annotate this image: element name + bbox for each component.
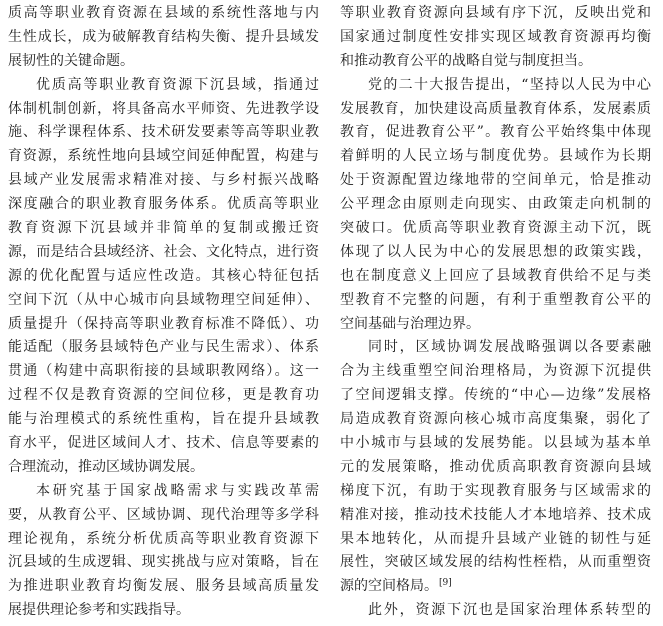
text-line: 教育，促进教育公平”。教育公平始终集中体现: [340, 124, 651, 141]
text-line: 理论视角，系统分析优质高等职业教育资源下: [8, 530, 319, 547]
text-line: 空间基础与治理边界。: [340, 315, 480, 332]
text-line: 教育资源下沉县域并非简单的复制或搬迁资: [8, 220, 319, 237]
text-line: 精准对接，推动技术技能人才本地培养、技术成: [340, 506, 651, 523]
text-line: 发展教育，加快建设高质量教育体系，发展素质: [340, 100, 651, 117]
text-line: 展性，突破区域发展的结构性桎梏，从而重塑资: [340, 554, 651, 571]
paragraph: [8, 2, 319, 74]
paragraph: [8, 480, 319, 623]
text-line: 党的二十大报告提出，“坚持以人民为中心: [368, 76, 651, 93]
text-line: 国家通过制度性安排实现区域教育资源再均衡: [340, 28, 651, 45]
paragraph: [340, 74, 651, 337]
text-line: 质高等职业教育资源在县域的系统性落地与内: [8, 5, 319, 21]
text-line: 县域产业发展需求精准对接、与乡村振兴战略: [8, 172, 319, 189]
text-line: 源的优化配置与适应性改造。其核心特征包括: [8, 267, 319, 284]
text-line: 育水平，促进区域间人才、技术、信息等要素的: [8, 435, 319, 452]
paragraph: [340, 336, 651, 599]
text-line: 过程不仅是教育资源的空间位移，更是教育功: [8, 387, 319, 404]
text-line: 合为主线重塑空间治理格局，为资源下沉提供: [340, 363, 651, 380]
text-line: 此外，资源下沉也是国家治理体系转型的: [368, 602, 651, 619]
text-line: [340, 575, 651, 599]
text-line: 梯度下沉，有助于实现教育服务与区域需求的: [340, 482, 651, 499]
text-line: 体现了以人民为中心的发展思想的政策实践，: [340, 243, 651, 260]
text-line: 优质高等职业教育资源下沉县域，指通过: [36, 76, 319, 93]
text-line: 育资源，系统性地向县域空间延伸配置，构建与: [8, 148, 319, 165]
left-column: [8, 2, 319, 623]
text-line: 质量提升（保持高等职业教育标准不降低）、功: [8, 315, 319, 332]
text-line: 同时，区域协调发展战略强调以各要素融: [368, 339, 651, 356]
paragraph: [340, 599, 651, 623]
text-line: 展提供理论参考和实践指导。: [8, 602, 190, 619]
text-line-content: 源的空间格局。: [340, 578, 438, 595]
text-line: 局造成教育资源向核心城市高度集聚，弱化了: [340, 411, 651, 428]
text-line: 要，从教育公平、区域协调、现代治理等多学科: [8, 506, 319, 523]
text-line: 能适配（服务县域特色产业与民生需求）、体系: [8, 339, 319, 356]
text-line: 果本地转化，从而提升县域产业链的韧性与延: [340, 530, 651, 547]
right-column: [340, 2, 651, 623]
text-line: 中小城市与县域的发展势能。以县域为基本单: [340, 435, 651, 452]
text-line: 也在制度意义上回应了县域教育供给不足与类: [340, 267, 651, 284]
text-line: 元的发展策略，推动优质高职教育资源向县域: [340, 458, 651, 475]
text-line: 公平理念由原则走向现实、由政策走向机制的: [340, 196, 651, 213]
text-line: 和推动教育公平的战略自觉与制度担当。: [340, 52, 592, 69]
text-line: 着鲜明的人民立场与制度优势。县域作为长期: [340, 148, 651, 165]
text-line: 了空间逻辑支撑。传统的“中心—边缘”发展格: [340, 387, 651, 404]
text-line: 体制机制创新，将具备高水平师资、先进教学设: [8, 100, 319, 117]
text-line: 空间下沉（从中心城市向县域物理空间延伸）、: [8, 291, 319, 308]
text-line: 生性成长，成为破解教育结构失衡、提升县域发: [8, 28, 319, 45]
text-line: 合理流动，推动区域协调发展。: [8, 458, 204, 475]
text-line: 突破口。优质高等职业教育资源主动下沉，既: [340, 220, 651, 237]
paragraph: [340, 2, 651, 74]
text-line: 处于资源配置边缘地带的空间单元，恰是推动: [340, 172, 651, 189]
citation-superscript: [9]: [439, 578, 452, 589]
text-line: 能与治理模式的系统性重构，旨在提升县域教: [8, 411, 319, 428]
text-line: 本研究基于国家战略需求与实践改革需: [36, 482, 319, 499]
text-line: 展韧性的关键命题。: [8, 52, 134, 69]
text-line: 施、科学课程体系、技术研发要素等高等职业教: [8, 124, 319, 141]
text-line: 等职业教育资源向县域有序下沉，反映出党和: [340, 5, 651, 21]
text-line: 沉县域的生成逻辑、现实挑战与应对策略，旨在: [8, 554, 319, 571]
paragraph: [8, 74, 319, 480]
text-line: 为推进职业教育均衡发展、服务县域高质量发: [8, 578, 319, 595]
text-line: 型教育不完整的问题，有利于重塑教育公平的: [340, 291, 651, 308]
text-line: 深度融合的职业教育服务体系。优质高等职业: [8, 196, 319, 213]
text-line: 源，而是结合县域经济、社会、文化特点，进行资: [8, 243, 319, 260]
text-line: 贯通（构建中高职衔接的县域职教网络）。这一: [8, 363, 319, 380]
